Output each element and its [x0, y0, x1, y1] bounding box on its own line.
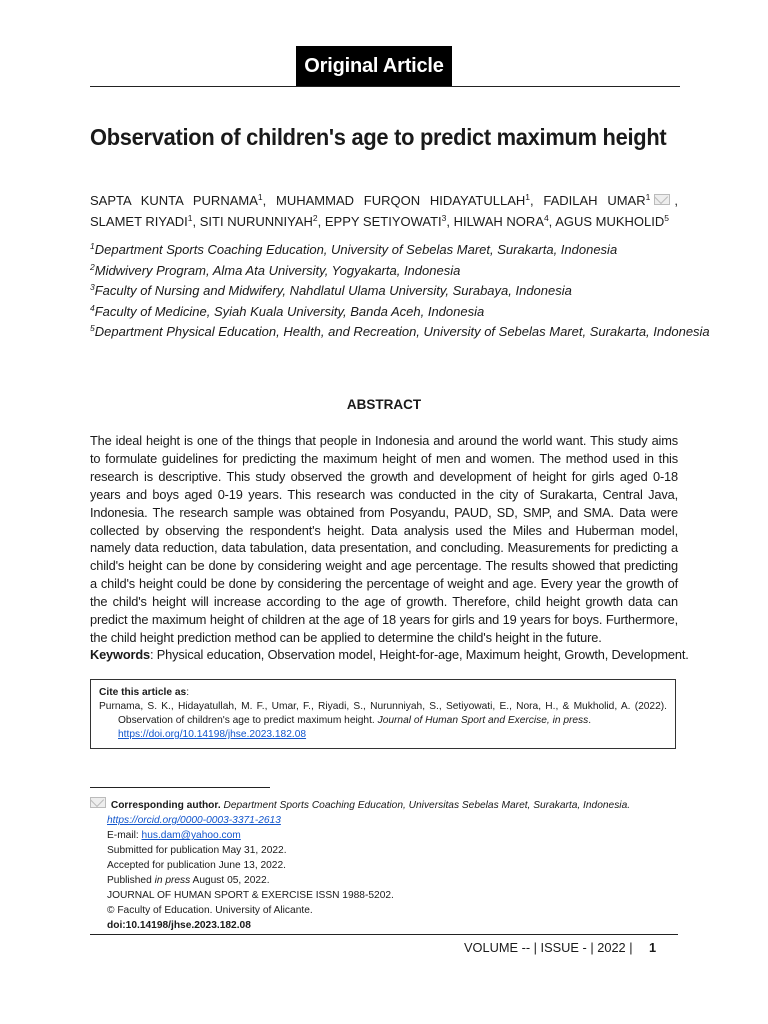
copyright: © Faculty of Education. University of Alicante.	[107, 905, 313, 916]
keywords-text: : Physical education, Observation model, Height-for-age, Maximum height, Growth, Development.	[149, 647, 689, 662]
citation-label: Cite this article as	[99, 687, 187, 698]
orcid-link[interactable]	[107, 815, 281, 826]
affiliation-text: Department Physical Education, Health, and Recreation, University of Sebelas Maret, Surakarta, Indonesia	[94, 324, 710, 339]
email-link[interactable]: hus.dam@yahoo.com	[141, 830, 241, 841]
submitted-date: Submitted for publication May 31, 2022.	[107, 845, 287, 856]
author-affil-sup: 5	[664, 213, 669, 223]
article-type-banner: Original Article	[296, 46, 452, 87]
author-separator: ,	[529, 193, 544, 208]
affiliation-sup: 4	[90, 302, 95, 313]
corresponding-author-line: Corresponding author. Department Sports Coaching Education, Universitas Sebelas Maret, Surakarta, Indonesia.	[90, 797, 678, 813]
published-date	[90, 873, 678, 888]
email-label: E-mail:	[107, 830, 142, 841]
author-affil-sup: 3	[441, 213, 447, 223]
author-affil-sup: 1	[645, 192, 651, 202]
volume-issue-line: VOLUME -- | ISSUE - | 2022 |	[464, 940, 633, 955]
accepted-date: Accepted for publication June 13, 2022.	[107, 860, 286, 871]
author-name: HILWAH NORA	[453, 214, 544, 229]
affiliation-text: Faculty of Nursing and Midwifery, Nahdlatul Ulama University, Surabaya, Indonesia	[94, 283, 572, 298]
published-status: in press	[154, 875, 191, 886]
published-suffix: August 05, 2022.	[190, 875, 270, 886]
citation-heading	[99, 686, 667, 700]
doi	[90, 918, 678, 933]
citation-body: Purnama, S. K., Hidayatullah, M. F., Umar, F., Riyadi, S., Nurunniyah, S., Setiyowati, E., Nora, H., & Mukholid, A. (2022). Observation of children's age to predict maximum height.	[99, 701, 667, 726]
author-separator: ,	[317, 214, 325, 229]
email-line	[90, 828, 678, 843]
author-name: SLAMET RIYADI	[90, 214, 188, 229]
author-name: SITI NURUNNIYAH	[199, 214, 313, 229]
citation-box	[90, 679, 676, 749]
citation-period: .	[588, 715, 592, 726]
author-separator: ,	[446, 214, 454, 229]
doi-text: doi:10.14198/jhse.2023.182.08	[107, 920, 251, 931]
citation-colon: :	[186, 687, 190, 698]
page-number: 1	[649, 940, 657, 955]
article-title: Observation of children's age to predict maximum height	[90, 124, 667, 150]
footer-rule	[90, 934, 678, 935]
affiliation-sup: 3	[90, 282, 95, 292]
header-rule	[90, 86, 680, 87]
affiliation-sup: 1	[90, 241, 95, 251]
author-name: AGUS MUKHOLID	[555, 214, 665, 229]
abstract-text: The ideal height is one of the things that people in Indonesia and around the world want. This study aims to formulate guidelines for predicting the maximum height of men and women. The method used in this research is descriptive. This study observed the growth and development of height for girls aged 0-18 years and boys aged 0-19 years. This research was conducted in the city of Surakarta, Central Java, Indonesia. The research sample was obtained from Posyandu, PAUD, SD, SMP, and SMA. Data were collected by observing the respondent's height. Data analysis used the Miles and Huberman model, namely data reduction, data tabulation, data presentation, and concluding. Measurements for predicting a child's height can be done by considering weight and age percentage. The results showed that predicting a child's height could be done by considering the percentage of weight and age. Every year the growth of the child's height will increase according to the age of growth. Therefore, child height growth data can predict the maximum height of children at the age of 18 years for girls and 19 years for boys. Furthermore, the child height prediction method can be applied to determine the child's height in the future.	[90, 433, 678, 645]
affiliation	[90, 261, 690, 282]
footnote	[90, 797, 678, 933]
journal-issn: JOURNAL OF HUMAN SPORT & EXERCISE ISSN 1988-5202.	[107, 890, 394, 901]
mail-icon[interactable]	[90, 797, 106, 808]
author-affil-sup: 4	[543, 213, 549, 223]
published-prefix: Published	[107, 875, 155, 886]
author-affil-sup: 2	[312, 213, 318, 223]
author-separator: ,	[262, 193, 277, 208]
affiliation-text: Faculty of Medicine, Syiah Kuala University, Banda Aceh, Indonesia	[94, 303, 485, 319]
abstract-heading: ABSTRACT	[346, 397, 422, 412]
citation-doi-link[interactable]: https://doi.org/10.14198/jhse.2023.182.08	[118, 729, 307, 740]
affiliation	[90, 240, 690, 261]
author-name: MUHAMMAD FURQON HIDAYATULLAH	[276, 193, 526, 208]
footnote-rule	[90, 787, 270, 788]
keywords-label: Keywords	[90, 647, 150, 662]
corresponding-affiliation: Department Sports Coaching Education, Universitas Sebelas Maret, Surakarta, Indonesia.	[223, 800, 631, 811]
author-name: SAPTA KUNTA PURNAMA	[90, 193, 258, 208]
citation-journal: Journal of Human Sport and Exercise, in press	[377, 715, 589, 726]
author-name: EPPY SETIYOWATI	[324, 214, 442, 229]
affiliation-sup: 2	[90, 261, 95, 272]
author-name: FADILAH UMAR	[543, 193, 646, 208]
orcid-line	[90, 813, 678, 828]
author-affil-sup: 1	[187, 213, 193, 223]
citation-text	[99, 700, 667, 742]
author-list: SAPTA KUNTA PURNAMA$^1$, MUHAMMAD FURQON HIDAYATULLAH$^1$, FADILAH UMAR$^1$ , SLAMET RIYADI$^1$, SITI NURUNNIYAH$^2$, EPPY SETIYOWATI$^3$, HILWAH NORA$^4$, AGUS MUKHOLID$^5$	[90, 192, 678, 229]
affiliation	[90, 322, 710, 343]
orcid-text: https://orcid.org/0000-0003-3371-2613	[107, 815, 281, 826]
author-separator: ,	[548, 214, 556, 229]
affiliation	[90, 281, 690, 302]
author-affil-sup: 1	[257, 192, 263, 202]
affiliation	[90, 302, 690, 323]
affiliation-text: Department Sports Coaching Education, University of Sebelas Maret, Surakarta, Indonesia	[94, 242, 618, 257]
affiliation-list	[90, 240, 710, 343]
mail-icon[interactable]	[654, 194, 670, 205]
author-affil-sup: 1	[525, 192, 530, 202]
affiliation-text: Midwivery Program, Alma Ata University, Yogyakarta, Indonesia	[94, 262, 461, 278]
keywords	[90, 647, 690, 662]
affiliation-sup: 5	[90, 323, 95, 333]
corresponding-label: Corresponding author	[110, 800, 218, 811]
